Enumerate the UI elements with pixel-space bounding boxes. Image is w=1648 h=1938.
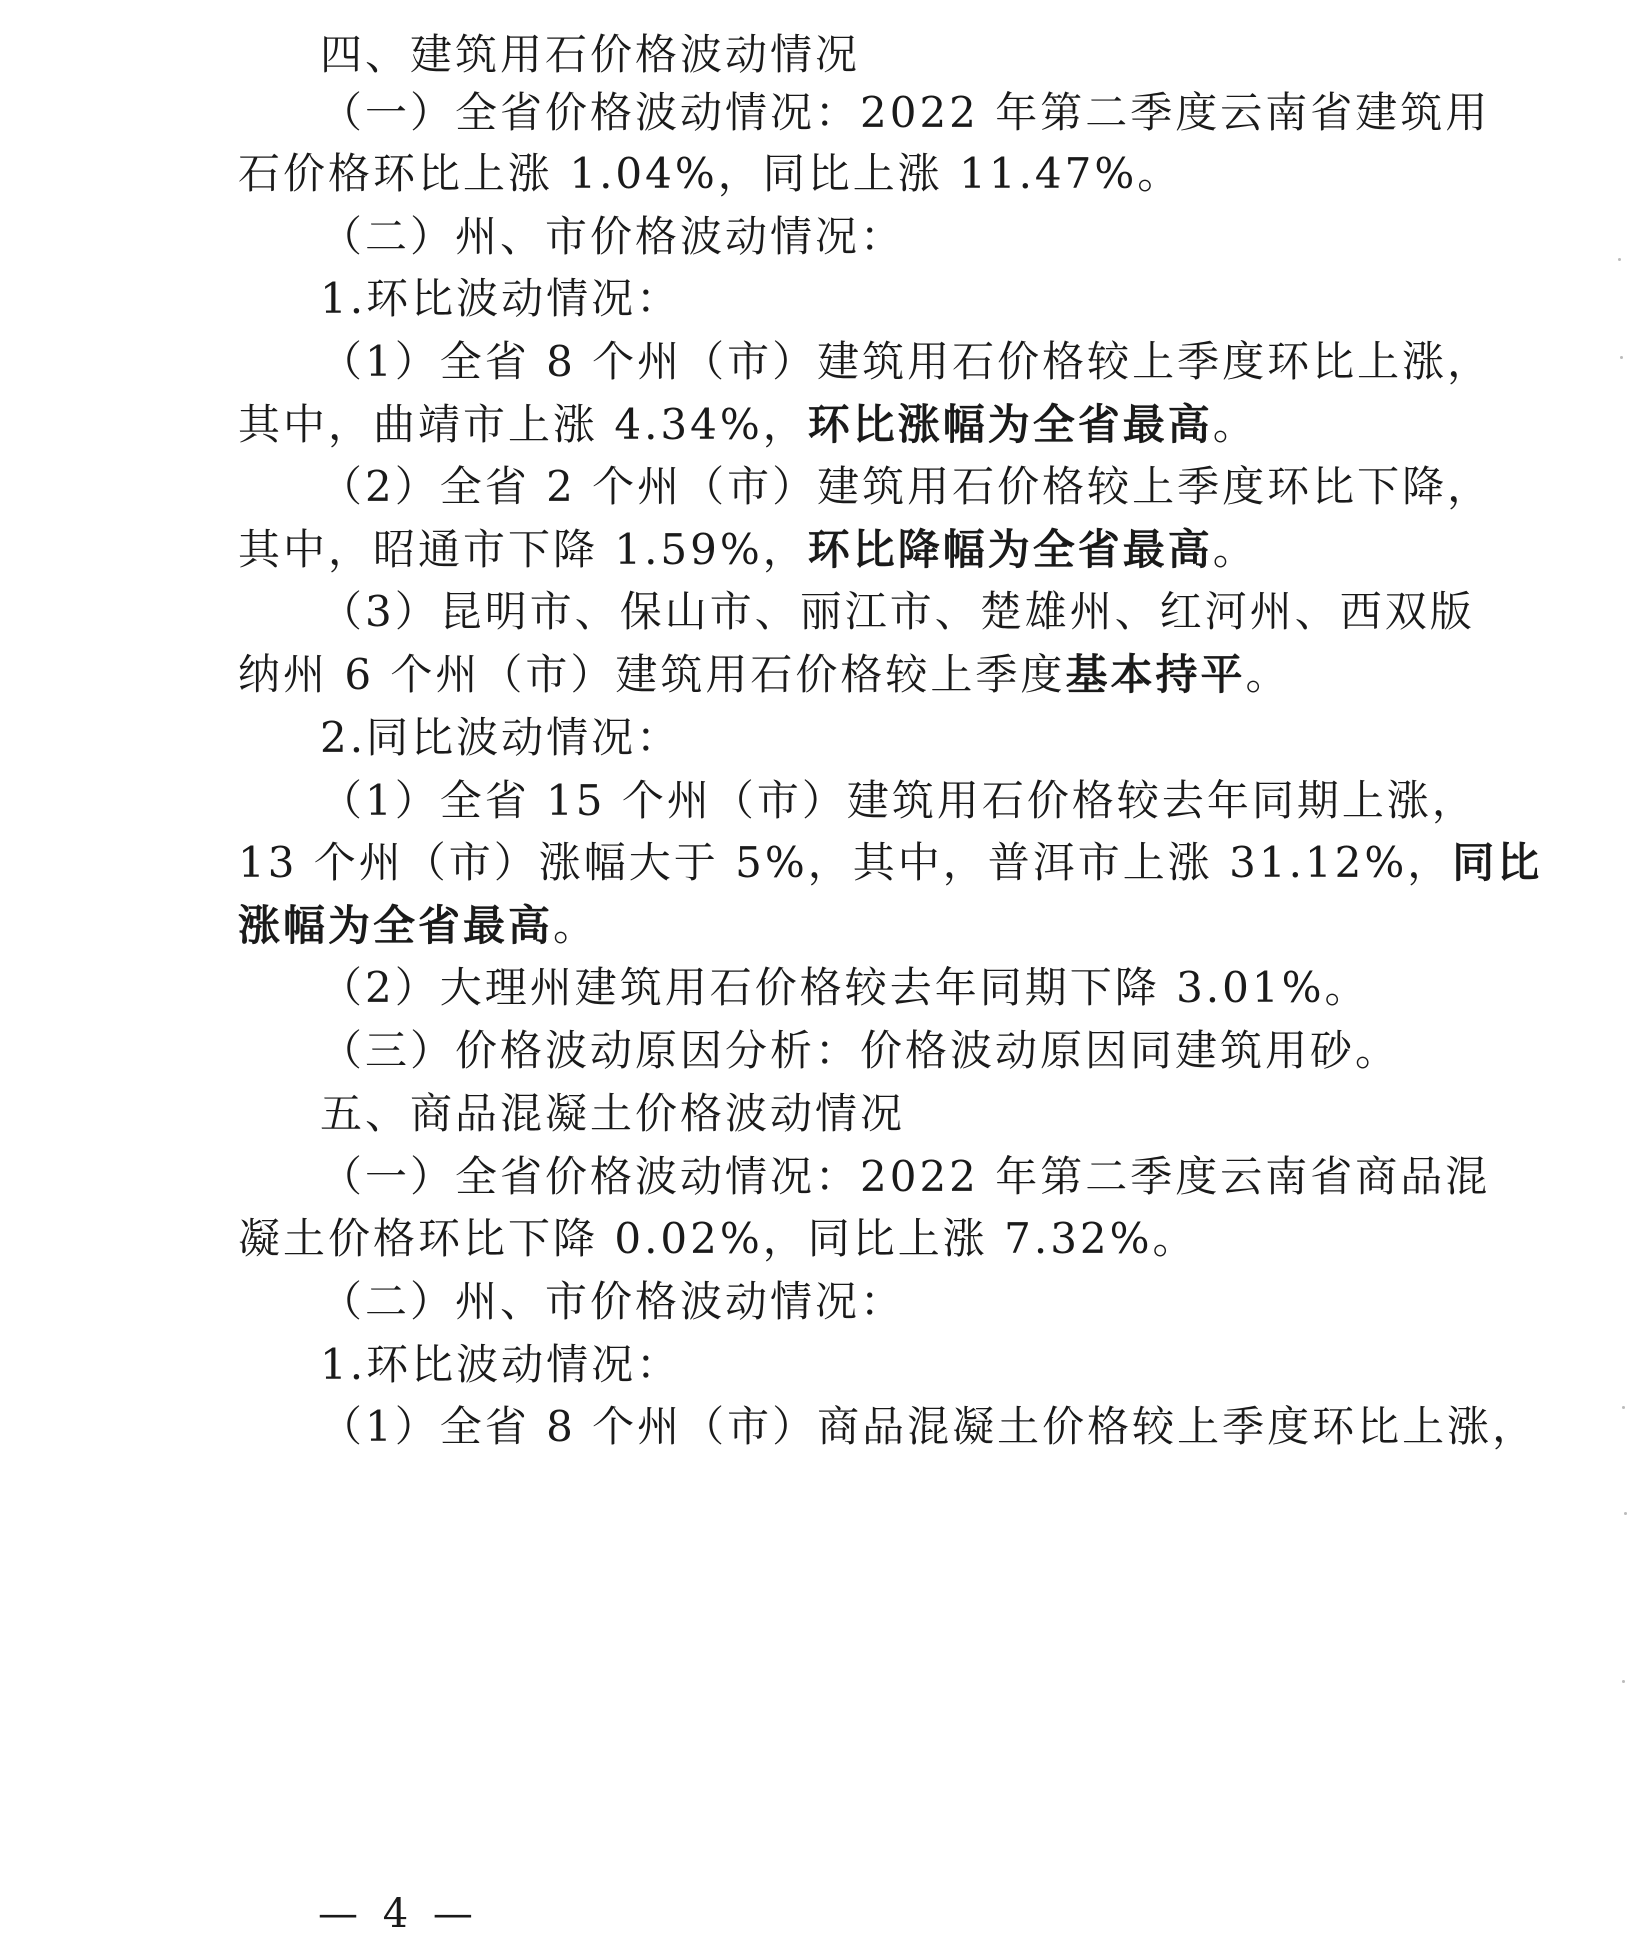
paragraph-line: （3）昆明市、保山市、丽江市、楚雄州、红河州、西双版 [320, 587, 1475, 636]
bold-text: 环比涨幅为全省最高 [807, 400, 1213, 449]
text-span: 13 个州（市）涨幅大于 5%，其中，普洱市上涨 31.12%， [238, 838, 1453, 887]
paragraph-line: （2）全省 2 个州（市）建筑用石价格较上季度环比下降， [320, 462, 1493, 511]
section-heading: 五、商品混凝土价格波动情况 [320, 1089, 906, 1138]
subheading: 1.环比波动情况： [320, 274, 682, 323]
paragraph-line: （三）价格波动原因分析：价格波动原因同建筑用砂。 [320, 1026, 1401, 1075]
text-span: 。 [1212, 400, 1258, 449]
paragraph-line [238, 525, 1258, 575]
text-span: 。 [553, 901, 599, 950]
paragraph-line: （二）州、市价格波动情况： [320, 1277, 906, 1326]
text-span: 。 [1245, 650, 1291, 699]
paragraph-line: 石价格环比上涨 1.04%，同比上涨 11.47%。 [238, 149, 1183, 198]
scan-speck [1618, 258, 1621, 261]
paragraph-line: （一）全省价格波动情况：2022 年第二季度云南省商品混 [320, 1152, 1491, 1201]
bold-text: 环比降幅为全省最高 [807, 525, 1213, 574]
paragraph-line [238, 400, 1258, 450]
bold-text: 同比 [1452, 838, 1543, 887]
scan-speck [1622, 1406, 1625, 1409]
paragraph-line [238, 650, 1290, 700]
paragraph-line: （1）全省 8 个州（市）建筑用石价格较上季度环比上涨， [320, 337, 1493, 386]
paragraph-line: （二）州、市价格波动情况： [320, 212, 906, 261]
bold-text: 涨幅为全省最高 [238, 901, 554, 950]
text-span: 纳州 6 个州（市）建筑用石价格较上季度 [238, 650, 1066, 699]
subheading: 1.环比波动情况： [320, 1340, 682, 1389]
scan-speck [1624, 1512, 1627, 1515]
text-span: 其中，昭通市下降 1.59%， [238, 525, 808, 574]
text-span: 其中，曲靖市上涨 4.34%， [238, 400, 808, 449]
paragraph-line: （1）全省 15 个州（市）建筑用石价格较去年同期上涨， [320, 776, 1477, 825]
scan-speck [1622, 1680, 1625, 1683]
paragraph-line: （2）大理州建筑用石价格较去年同期下降 3.01%。 [320, 963, 1370, 1012]
paragraph-line: 凝土价格环比下降 0.02%，同比上涨 7.32%。 [238, 1214, 1198, 1263]
subheading: 2.同比波动情况： [320, 713, 682, 762]
paragraph-line: （1）全省 8 个州（市）商品混凝土价格较上季度环比上涨， [320, 1402, 1538, 1451]
paragraph-line: （一）全省价格波动情况：2022 年第二季度云南省建筑用 [320, 88, 1491, 137]
paragraph-line [238, 901, 598, 951]
page-number: — 4 — [318, 1891, 479, 1937]
scan-speck [1620, 356, 1623, 359]
paragraph-line [238, 838, 1542, 888]
text-span: 。 [1212, 525, 1258, 574]
section-heading: 四、建筑用石价格波动情况 [320, 30, 861, 79]
bold-text: 基本持平 [1065, 650, 1246, 699]
